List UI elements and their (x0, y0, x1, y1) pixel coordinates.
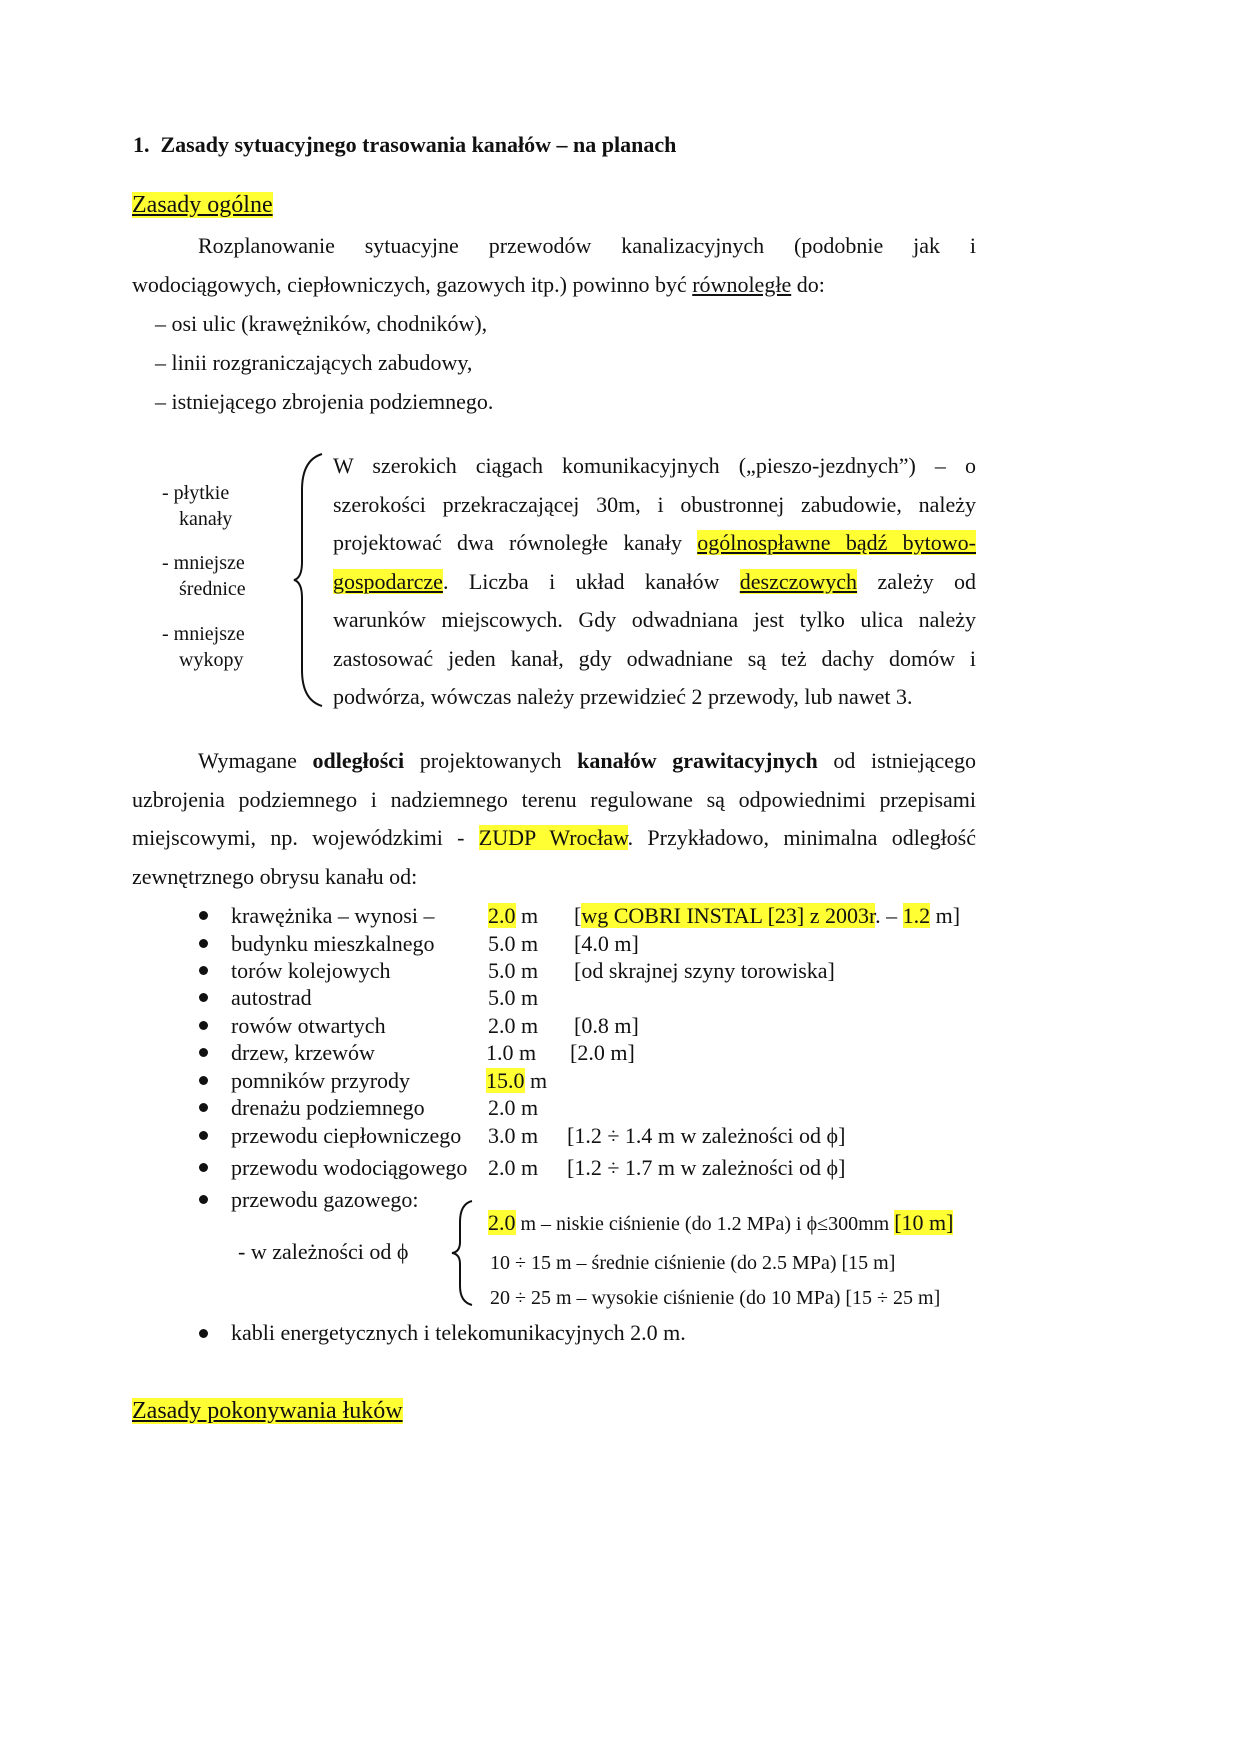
brace-text: projektować dwa równoległe kanały (333, 530, 698, 555)
distance-value: 2.0 m (488, 1155, 539, 1180)
side-note-line: - mniejsze (162, 552, 245, 574)
distance-name: drenażu podziemnego (231, 1095, 425, 1120)
distance-note: [1.2 ÷ 1.7 m w zależności od ϕ] (567, 1155, 846, 1180)
highlight-text: [10 m] (894, 1210, 954, 1235)
distance-value: 5.0 m (488, 958, 539, 983)
brace-para-line: W szerokich ciągach komunikacyjnych („pieszo-jezdnych”) – o (333, 453, 976, 478)
distance-note: [1.2 ÷ 1.4 m w zależności od ϕ] (567, 1123, 846, 1148)
highlight-text: 1.2 (902, 903, 931, 928)
bullet-icon (199, 1103, 208, 1112)
bullet-icon (199, 1163, 208, 1172)
side-note-line: - mniejsze (162, 623, 245, 645)
bold-text: kanałów grawitacyjnych (577, 748, 818, 773)
distance-note: [0.8 m] (574, 1013, 639, 1038)
side-note-line: - płytkie (162, 482, 230, 504)
brace-text: zależy od (877, 569, 976, 594)
distance-name: autostrad (231, 985, 312, 1010)
para-text: projektowanych (419, 748, 578, 773)
bullet-icon (199, 939, 208, 948)
brace-para-line (333, 569, 976, 595)
heading-title: Zasady sytuacyjnego trasowania kanałów – na planach (160, 132, 677, 157)
highlight-text: deszczowych (739, 569, 858, 594)
highlight-text: ZUDP Wrocław (478, 825, 628, 850)
gas-text: m – niskie ciśnienie (do 1.2 MPa) i ϕ≤300mm (515, 1213, 895, 1235)
distance-note: [4.0 m] (574, 931, 639, 956)
para-text: . Przykładowo, minimalna odległość (627, 825, 977, 850)
distance-name: krawężnika – wynosi – (231, 903, 435, 928)
intro-line-2 (132, 272, 825, 298)
side-note (162, 480, 232, 532)
distance-value: 1.0 m (486, 1040, 537, 1065)
distance-name: przewodu ciepłowniczego (231, 1123, 462, 1148)
bullet-icon (199, 1131, 208, 1140)
para2-line: zewnętrznego obrysu kanału od: (132, 864, 418, 889)
gas-row: 20 ÷ 25 m – wysokie ciśnienie (do 10 MPa) [15 ÷ 25 m] (490, 1287, 941, 1309)
highlight-text: 2.0 (488, 1210, 516, 1235)
highlight-text: gospodarcze (333, 569, 443, 594)
section-title-curves (132, 1398, 403, 1425)
intro-text: wodociągowych, ciepłowniczych, gazowych itp.) powinno być (132, 272, 693, 297)
para-text: od istniejącego (833, 748, 977, 773)
highlight-text: 2.0 (488, 903, 516, 928)
distance-name: drzew, krzewów (231, 1040, 375, 1065)
distance-value: 3.0 m (488, 1123, 539, 1148)
section-title-text: Zasady pokonywania łuków (132, 1398, 403, 1424)
para2-line: uzbrojenia podziemnego i nadziemnego terenu regulowane są odpowiednimi przepisami (132, 787, 976, 812)
distance-value (486, 1068, 547, 1094)
distance-value (488, 903, 538, 929)
brace-para-line: warunków miejscowych. Gdy odwadniana jest tylko ulica należy (333, 607, 976, 632)
brace-para-line (333, 530, 976, 556)
bullet-icon (199, 1195, 208, 1204)
intro-text-end: do: (791, 272, 825, 297)
bullet-icon (199, 911, 208, 920)
note-text: [ (574, 903, 582, 928)
brace-para-line: szerokości przekraczającej 30m, i obustronnej zabudowie, należy (333, 492, 976, 517)
distance-name: przewodu wodociągowego (231, 1155, 468, 1180)
underlined-word: równoległe (692, 272, 792, 297)
section-title-text: Zasady ogólne (132, 192, 273, 218)
distance-name: budynku mieszkalnego (231, 931, 435, 956)
brace-para-line: podwórza, wówczas należy przewidzieć 2 przewody, lub nawet 3. (333, 684, 913, 709)
left-brace-icon (292, 450, 328, 710)
value-unit: m (524, 1068, 548, 1093)
side-note (162, 550, 246, 602)
heading-number: 1. (133, 132, 150, 157)
distance-name: torów kolejowych (231, 958, 391, 983)
bullet-icon (199, 966, 208, 975)
note-text: . – (875, 903, 903, 928)
gas-sub-label: - w zależności od ϕ (238, 1239, 409, 1264)
side-note-line: kanały (179, 508, 233, 530)
brace-text: . Liczba i układ kanałów (442, 569, 740, 594)
distance-name: przewodu gazowego: (231, 1187, 419, 1212)
gas-row (488, 1210, 953, 1236)
distance-name: pomników przyrody (231, 1068, 411, 1093)
note-text: m] (930, 903, 961, 928)
bullet-icon (199, 1048, 208, 1057)
distance-note: [2.0 m] (570, 1040, 635, 1065)
side-note-line: średnice (179, 578, 246, 600)
bullet-icon (199, 993, 208, 1002)
list-item: – osi ulic (krawężników, chodników), (155, 311, 488, 336)
bullet-icon (199, 1076, 208, 1085)
list-item: – istniejącego zbrojenia podziemnego. (155, 389, 494, 414)
bold-text: odległości (312, 748, 405, 773)
value-unit: m (515, 903, 539, 928)
highlight-text: wg COBRI INSTAL [23] z 2003r (581, 903, 876, 928)
para2-line (198, 748, 976, 774)
side-note (162, 621, 245, 673)
distance-name: kabli energetycznych i telekomunikacyjnych 2.0 m. (231, 1320, 686, 1345)
page-title (133, 132, 676, 158)
intro-line-1: Rozplanowanie sytuacyjne przewodów kanalizacyjnych (podobnie jak i (198, 233, 976, 258)
section-title-general (132, 192, 273, 219)
distance-value: 2.0 m (488, 1095, 539, 1120)
distance-note: [od skrajnej szyny torowiska] (574, 958, 835, 983)
bullet-icon (199, 1021, 208, 1030)
highlight-text: 15.0 (486, 1068, 525, 1093)
para-text: miejscowymi, np. wojewódzkimi - (132, 825, 479, 850)
distance-value: 2.0 m (488, 1013, 539, 1038)
brace-para-line: zastosować jeden kanał, gdy odwadniane są też dachy domów i (333, 646, 976, 671)
list-item: – linii rozgraniczających zabudowy, (155, 350, 473, 375)
highlight-text: ogólnospławne bądź bytowo- (697, 530, 977, 555)
para2-line (132, 825, 976, 851)
side-note-line: wykopy (179, 649, 244, 671)
gas-brace-icon (448, 1198, 478, 1308)
bullet-icon (199, 1329, 208, 1338)
distance-value: 5.0 m (488, 931, 539, 956)
gas-row: 10 ÷ 15 m – średnie ciśnienie (do 2.5 MPa) [15 m] (490, 1252, 896, 1274)
distance-value: 5.0 m (488, 985, 539, 1010)
distance-name: rowów otwartych (231, 1013, 386, 1038)
para-text: Wymagane (198, 748, 313, 773)
distance-note (574, 903, 960, 929)
